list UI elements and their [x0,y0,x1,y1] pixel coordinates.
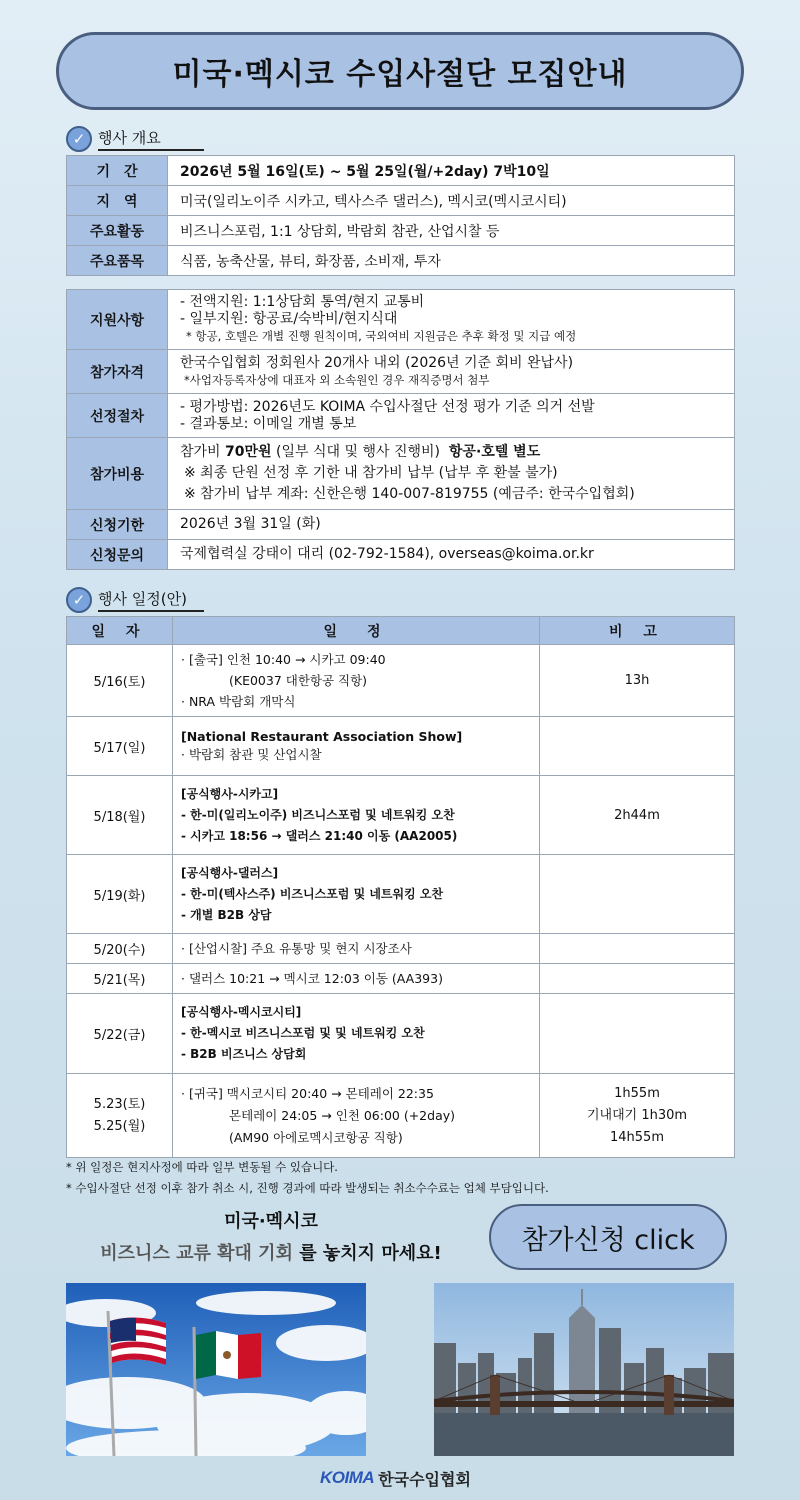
plan-line: (AM90 아에로멕시코항공 직항) [229,1129,403,1145]
plan-line: [공식행사-댈러스] [181,865,279,880]
row-value: 식품, 농축산물, 뷰티, 화장품, 소비재, 투자 [168,246,735,276]
note-line: 기내대기 1h30m [586,1107,688,1123]
deadline-value: 2026년 3월 31일 (화) [168,510,735,540]
plan-line: [National Restaurant Association Show] [181,729,463,744]
date-line: 5.25(월) [93,1118,146,1134]
schedule-note: 13h [540,645,735,717]
table-row [67,855,735,934]
note-line: 14h55m [610,1129,664,1145]
schedule-date: 5/20(수) [67,934,173,964]
row-label: 주요품목 [67,246,168,276]
plan-line: · [출국] 인천 10:40 → 시카고 09:40 [181,652,386,667]
table-row [67,290,735,350]
overview-table [66,155,735,276]
promo-line-1: 미국·멕시코 [224,1211,318,1232]
schedule-note: 2h44m [540,776,735,855]
table-row [67,540,735,570]
row-value [168,394,735,438]
plan-line: 몬테레이 24:05 → 인천 06:00 (+2day) [229,1107,456,1123]
support-note: * 항공, 호텔은 개별 진행 원칙이며, 국외여비 지원금은 추후 확정 및 지급 예정 [186,329,577,343]
row-value [168,290,735,350]
plan-line: - 시카고 18:56 → 댈러스 21:40 이동 (AA2005) [181,828,458,843]
row-label: 신청문의 [67,540,168,570]
plan-line: - 한-멕시코 비즈니스포럼 및 및 네트워킹 오찬 [181,1026,425,1040]
contact-value: 국제협력실 강태이 대리 (02-792-1584), overseas@koima.or.kr [168,540,735,570]
note-line: 1h55m [614,1085,660,1101]
table-row [67,994,735,1074]
row-value: 미국(일리노이주 시카고, 텍사스주 댈러스), 멕시코(멕시코시티) [168,186,735,216]
flags-photo [66,1283,366,1456]
plan-line: - B2B 비즈니스 상담회 [181,1047,307,1061]
footnotes [66,1157,549,1199]
table-row [67,510,735,540]
row-label: 기 간 [67,156,168,186]
schedule-plan [173,776,540,855]
schedule-date: 5/19(화) [67,855,173,934]
column-header: 일 자 [67,617,173,645]
schedule-date: 5/21(목) [67,964,173,994]
schedule-plan: · 댈러스 10:21 → 멕시코 12:03 이동 (AA393) [173,964,540,994]
table-row [67,1074,735,1158]
schedule-date: 5/16(토) [67,645,173,717]
mexico-flag [196,1331,261,1379]
schedule-heading [66,585,204,615]
page-title: 미국·멕시코 수입사절단 모집안내 [56,32,744,110]
selection-line: - 평가방법: 2026년도 KOIMA 수입사절단 선정 평가 기준 의거 선발 [180,398,595,415]
organization-name: 한국수입협회 [378,1469,471,1489]
support-line: - 전액지원: 1:1상담회 통역/현지 교통비 [180,294,425,310]
overview-heading [66,124,204,154]
plan-line: - 개별 B2B 상담 [181,907,272,922]
koima-logo: KOIMA [320,1468,375,1487]
schedule-plan [173,994,540,1074]
eligibility-note: *사업자등록자상에 대표자 외 소속원인 경우 재직증명서 첨부 [184,372,490,387]
schedule-note [540,855,735,934]
schedule-note [540,964,735,994]
flags-illustration [66,1283,366,1456]
column-header: 비 고 [540,617,735,645]
plan-line: · [귀국] 맥시코시티 20:40 → 몬테레이 22:35 [181,1085,434,1101]
schedule-table [66,616,735,1158]
row-value [168,350,735,394]
row-label: 지 역 [67,186,168,216]
promo-highlight: 비즈니스 교류 확대 기회 [100,1243,293,1264]
schedule-plan [173,1074,540,1158]
table-row [67,438,735,510]
table-header [67,617,735,645]
schedule-plan: · [산업시찰] 주요 유통망 및 현지 시장조사 [173,934,540,964]
plan-line: · NRA 박람회 개막식 [181,694,296,709]
table-row [67,776,735,855]
schedule-heading-label: 행사 일정(안) [98,588,204,612]
city-photo [434,1283,734,1456]
fee-description: (일부 식대 및 행사 진행비) [271,444,449,460]
schedule-note [540,717,735,776]
overview-heading-label: 행사 개요 [98,127,204,151]
plan-line: - 한-미(텍사스주) 비즈니스포럼 및 네트워킹 오찬 [181,886,444,901]
table-row [67,645,735,717]
fee-line [180,442,722,463]
plan-line: - 한-미(일리노이주) 비즈니스포럼 및 네트워킹 오찬 [181,807,455,822]
schedule-date [67,1074,173,1158]
table-row [67,186,735,216]
footnote: * 수입사절단 선정 이후 참가 취소 시, 진행 경과에 따라 발생되는 취소수수료는 업체 부담입니다. [66,1181,549,1195]
row-label: 참가자격 [67,350,168,394]
schedule-date: 5/18(월) [67,776,173,855]
check-icon: ✓ [66,126,92,152]
table-row [67,246,735,276]
row-value: 비즈니스포럼, 1:1 상담회, 박람회 참관, 산업시찰 등 [168,216,735,246]
usa-flag [110,1317,166,1365]
apply-button[interactable]: 참가신청 click [489,1204,727,1270]
table-row [67,394,735,438]
fee-amount: 70만원 [225,444,272,460]
skyline-illustration [434,1283,734,1456]
column-header: 일 정 [173,617,540,645]
table-row [67,156,735,186]
details-table [66,289,735,570]
eligibility-line: 한국수입협회 정회원사 20개사 내외 (2026년 기준 회비 완납사) [180,354,574,371]
plan-line: [공식행사-멕시코시티] [181,1005,302,1019]
schedule-date: 5/22(금) [67,994,173,1074]
row-label: 참가비용 [67,438,168,510]
row-value: 2026년 5월 16일(토) ~ 5월 25일(월/+2day) 7박10일 [168,156,735,186]
footnote: * 위 일정은 현지사정에 따라 일부 변동될 수 있습니다. [66,1160,338,1174]
support-line: - 일부지원: 항공료/숙박비/현지식대 [180,311,398,327]
promo-line-2 [66,1238,476,1270]
plan-line: · 박람회 참관 및 산업시찰 [181,747,322,762]
row-value [168,438,735,510]
fee-extra: 항공·호텔 별도 [448,444,541,460]
schedule-date: 5/17(일) [67,717,173,776]
table-row [67,717,735,776]
promo-text [66,1206,476,1270]
fee-prefix: 참가비 [180,444,226,460]
row-label: 신청기한 [67,510,168,540]
row-label: 지원사항 [67,290,168,350]
footer [320,1465,471,1491]
schedule-note [540,994,735,1074]
date-line: 5.23(토) [93,1096,146,1112]
fee-account: ※ 참가비 납부 계좌: 신한은행 140-007-819755 (예금주: 한국수입협회) [184,486,635,502]
schedule-plan [173,855,540,934]
table-row [67,964,735,994]
plan-line: [공식행사-시카고] [181,786,279,801]
schedule-plan [173,717,540,776]
schedule-note [540,934,735,964]
schedule-plan [173,645,540,717]
plan-line: (KE0037 대한항공 직항) [229,673,368,688]
selection-line: - 결과통보: 이메일 개별 통보 [180,415,357,432]
table-row [67,350,735,394]
row-label: 주요활동 [67,216,168,246]
promo-tail: 를 놓치지 마세요! [292,1243,442,1264]
check-icon: ✓ [66,587,92,613]
row-label: 선정절차 [67,394,168,438]
schedule-note [540,1074,735,1158]
table-row [67,216,735,246]
fee-note: ※ 최종 단원 선정 후 기한 내 참가비 납부 (납부 후 환불 불가) [184,465,558,481]
table-row [67,934,735,964]
